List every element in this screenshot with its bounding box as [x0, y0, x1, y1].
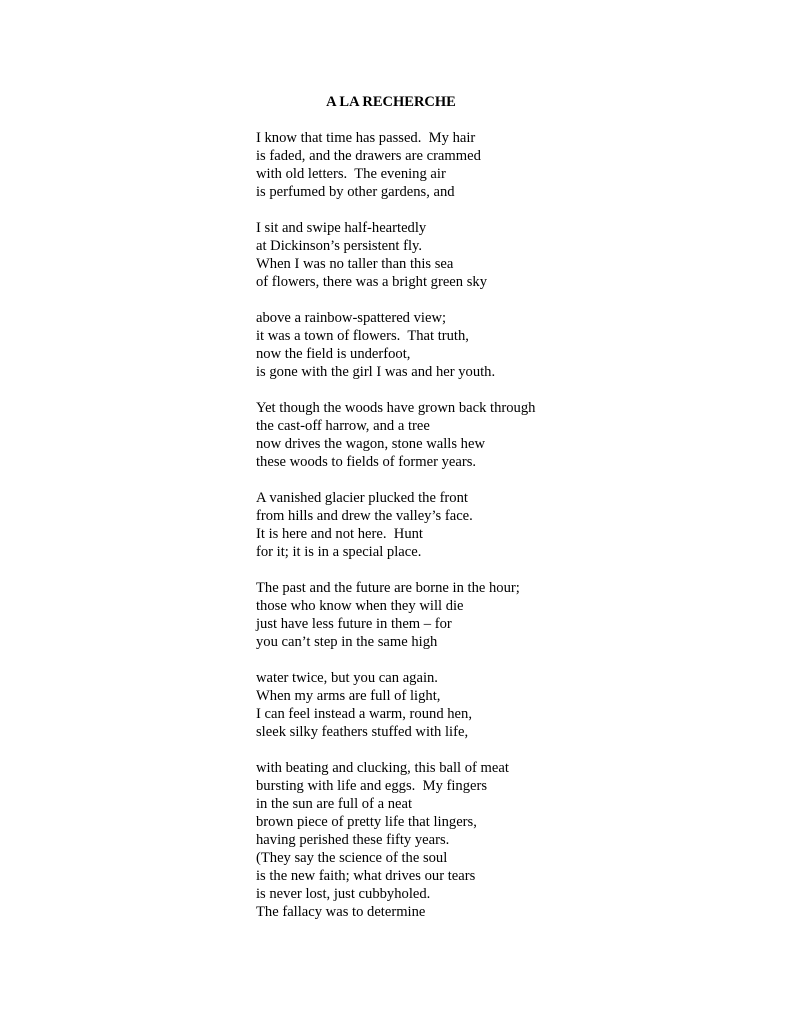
stanza: [256, 669, 676, 741]
poem-line: When I was no taller than this sea: [256, 256, 454, 272]
poem-line: those who know when they will die: [256, 598, 464, 614]
poem-line: bursting with life and eggs. My fingers: [256, 778, 488, 794]
poem-line: A vanished glacier plucked the front: [256, 490, 468, 506]
stanza: [256, 129, 676, 201]
poem-line: It is here and not here. Hunt: [256, 526, 423, 542]
poem-line: for it; it is in a special place.: [256, 544, 422, 560]
stanza: [256, 219, 676, 291]
poem-line: When my arms are full of light,: [256, 688, 441, 704]
poem-line: (They say the science of the soul: [256, 850, 448, 866]
poem-line: I can feel instead a warm, round hen,: [256, 706, 472, 722]
poem-title: A LA RECHERCHE: [326, 94, 456, 110]
poem-line: from hills and drew the valley’s face.: [256, 508, 473, 524]
poem-line: is never lost, just cubbyholed.: [256, 886, 431, 902]
poem-line: now the field is underfoot,: [256, 346, 411, 362]
poem-line: it was a town of flowers. That truth,: [256, 328, 469, 344]
poem-line: now drives the wagon, stone walls hew: [256, 436, 485, 452]
poem-line: the cast-off harrow, and a tree: [256, 418, 430, 434]
stanza: [256, 309, 676, 381]
poem-line: just have less future in them – for: [256, 616, 452, 632]
poem-line: brown piece of pretty life that lingers,: [256, 814, 477, 830]
poem-line: Yet though the woods have grown back through: [256, 400, 536, 416]
poem-line: at Dickinson’s persistent fly.: [256, 238, 423, 254]
poem-line: is perfumed by other gardens, and: [256, 184, 455, 200]
poem-line: with beating and clucking, this ball of meat: [256, 760, 509, 776]
poem-line: I know that time has passed. My hair: [256, 130, 476, 146]
poem-line: The past and the future are borne in the hour;: [256, 580, 520, 596]
poem-line: having perished these fifty years.: [256, 832, 450, 848]
poem-line: is faded, and the drawers are crammed: [256, 148, 481, 164]
stanza: [256, 399, 676, 471]
poem-line: these woods to fields of former years.: [256, 454, 477, 470]
poem-line: of flowers, there was a bright green sky: [256, 274, 487, 290]
stanza: [256, 579, 676, 651]
poem-body: [256, 129, 676, 939]
poem-line: with old letters. The evening air: [256, 166, 446, 182]
stanza: [256, 759, 676, 921]
poem-line: water twice, but you can again.: [256, 670, 438, 686]
poem-line: is the new faith; what drives our tears: [256, 868, 476, 884]
poem-line: you can’t step in the same high: [256, 634, 438, 650]
poem-line: is gone with the girl I was and her youth.: [256, 364, 496, 380]
poem-line: The fallacy was to determine: [256, 904, 426, 920]
poem-line: I sit and swipe half-heartedly: [256, 220, 427, 236]
poem-line: sleek silky feathers stuffed with life,: [256, 724, 469, 740]
poem-line: above a rainbow-spattered view;: [256, 310, 447, 326]
stanza: [256, 489, 676, 561]
poem-line: in the sun are full of a neat: [256, 796, 413, 812]
